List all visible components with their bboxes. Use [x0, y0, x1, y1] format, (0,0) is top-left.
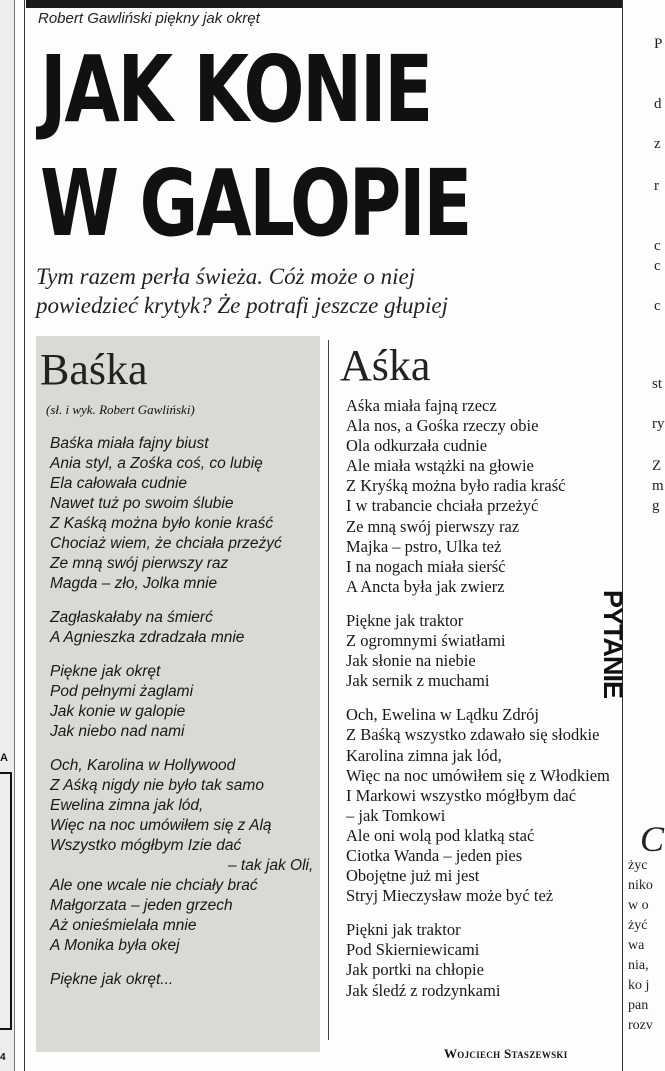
lyric-line: Zagłaskałaby na śmierć [50, 609, 213, 626]
lyric-line: Chociaż wiem, że chciała przeżyć [50, 535, 282, 552]
right-fragment-text: pan [628, 998, 649, 1013]
stanza [346, 705, 626, 906]
stanza [50, 434, 316, 594]
lyric-line: Wszystko mógłbym Izie dać [50, 837, 242, 854]
right-fragment-char: st [652, 376, 663, 392]
lyric-line: Małgorzata – jeden grzech [50, 897, 233, 914]
lyric-line: Ciotka Wanda – jeden pies [346, 845, 523, 865]
right-fragment-char: ry [652, 416, 665, 432]
kicker: Robert Gawliński piękny jak okręt [38, 10, 260, 27]
right-fragment-char: r [654, 178, 659, 194]
right-fragment-text: żyć [628, 918, 648, 933]
right-fragment-char: c [654, 258, 661, 274]
lyric-line: Och, Karolina w Hollywood [50, 757, 236, 774]
left-fragment-number: 4 [0, 1052, 6, 1063]
left-fragment-frame [0, 772, 12, 1030]
lyric-line: Ale oni wolą pod klatką stać [346, 825, 535, 845]
stanza [50, 756, 316, 956]
author-byline: Wojciech Staszewski [444, 1046, 568, 1061]
right-fragment-text: niko [628, 878, 653, 893]
stanza [50, 608, 316, 648]
right-fragment-text: rozv [628, 1018, 653, 1033]
deck [36, 262, 616, 320]
lyric-line: – jak Tomkowi [346, 805, 446, 825]
lyric-line: Piękne jak okręt [50, 663, 161, 680]
lyric-line: Z Baśką wszystko zdawało się słodkie [346, 725, 600, 745]
right-fragment-char: P [654, 36, 663, 52]
lyric-line: Magda – zło, Jolka mnie [50, 575, 218, 592]
right-fragment-char: g [652, 498, 660, 514]
right-fragment-text: wa [628, 938, 645, 953]
lyric-line: I Markowi wszystko mógłbym dać [346, 785, 577, 805]
lyric-line: Z Kaśką można było konie kraść [50, 515, 274, 532]
stanza [346, 611, 626, 691]
lyric-line: Pod pełnymi żaglami [50, 683, 194, 700]
lyric-line: Z Aśką nigdy nie było tak samo [50, 777, 264, 794]
stanza [346, 396, 626, 597]
deck-line: powiedzieć krytyk? Że potrafi jeszcze głupiej [36, 293, 448, 318]
lyric-line: A Agnieszka zdradzała mnie [50, 629, 245, 646]
parody-title: Aśka [340, 341, 431, 390]
lyric-line: – tak jak Oli, [228, 857, 314, 874]
lyric-line: Jak niebo nad nami [50, 723, 185, 740]
lyric-line: Karolina zimna jak lód, [346, 745, 502, 765]
lyric-line: Piękni jak traktor [346, 920, 461, 940]
lyric-line: Ania styl, a Zośka coś, co lubię [50, 455, 263, 472]
right-fragment-char: c [654, 238, 661, 254]
right-fragment-text: w o [628, 898, 649, 913]
lyric-line: Pod Skierniewicami [346, 940, 480, 960]
lyric-line: Więc na noc umówiłem się z Alą [50, 817, 272, 834]
lyric-line: Ola odkurzała cudnie [346, 436, 488, 456]
lyric-line: Jak konie w galopie [50, 703, 186, 720]
lyric-line: Jak śledź z rodzynkami [346, 980, 501, 1000]
lyric-line: Więc na noc umówiłem się z Włodkiem [346, 765, 610, 785]
lyric-line: Z Kryśką można było radia kraść [346, 476, 566, 496]
right-fragment-char: Z [652, 458, 662, 474]
lyric-line: Ale one wcale nie chciały brać [50, 877, 258, 894]
lyric-line: Majka – pstro, Ulka też [346, 536, 502, 556]
lyric-line: Piękne jak okręt... [50, 971, 174, 988]
lyric-line: Ze mną swój pierwszy raz [346, 516, 520, 536]
lyric-line: Jak sernik z muchami [346, 671, 490, 691]
top-rule [26, 0, 622, 8]
lyric-line: I na nogach miała sierść [346, 556, 506, 576]
lyric-line: Ela całowała cudnie [50, 475, 188, 492]
right-fragment-text: nia, [628, 958, 649, 973]
headline-line-1: JAK KONIE [40, 36, 431, 143]
lyric-line: Jak słonie na niebie [346, 651, 476, 671]
lyric-line: Piękne jak traktor [346, 610, 464, 630]
lyric-line: Z ogromnymi światłami [346, 631, 506, 651]
lyric-line: Obojętne już mi jest [346, 866, 480, 886]
column-separator [328, 340, 329, 1040]
lyric-line: I w trabancie chciała przeżyć [346, 496, 539, 516]
parody-lyrics [346, 396, 626, 1015]
vertical-section-heading: PYTANIE [598, 590, 628, 699]
right-fragment-char: d [654, 96, 662, 112]
stanza [50, 662, 316, 742]
lyric-line: Ze mną swój pierwszy raz [50, 555, 229, 572]
original-song-credit: (sł. i wyk. Robert Gawliński) [46, 402, 195, 417]
right-fragment-char: z [654, 136, 661, 152]
stanza [50, 970, 316, 990]
lyric-line: Och, Ewelina w Lądku Zdrój [346, 705, 539, 725]
headline-line-2: W GALOPIE [40, 150, 470, 257]
right-fragment-char: c [654, 298, 661, 314]
right-fragment-char: m [652, 478, 664, 494]
lyric-line: Nawet tuż po swoim ślubie [50, 495, 234, 512]
original-song-title: Baśka [40, 345, 148, 394]
right-fragment-text: życ [628, 858, 648, 873]
lyric-line: Baśka miała fajny biust [50, 435, 209, 452]
deck-line: Tym razem perła świeża. Cóż może o niej [36, 264, 416, 289]
lyric-line: Ala nos, a Gośka rzeczy obie [346, 416, 539, 436]
lyric-line: Stryj Mieczysław może być też [346, 886, 554, 906]
lyric-line: Ewelina zimna jak lód, [50, 797, 204, 814]
left-fragment-letter: A [0, 752, 8, 764]
column-rule-left [24, 0, 25, 1071]
drop-cap: C [640, 819, 665, 859]
lyric-line: A Ancta była jak zwierz [346, 576, 505, 596]
lyric-line: A Monika była okej [50, 937, 180, 954]
original-song-lyrics [50, 434, 316, 1004]
stanza [346, 920, 626, 1000]
lyric-line: Ale miała wstążki na głowie [346, 456, 534, 476]
lyric-line: Jak portki na chłopie [346, 960, 484, 980]
lyric-line: Aśka miała fajną rzecz [346, 396, 497, 415]
right-fragment-text: ko j [628, 978, 650, 993]
lyric-line: Aż onieśmielała mnie [50, 917, 197, 934]
